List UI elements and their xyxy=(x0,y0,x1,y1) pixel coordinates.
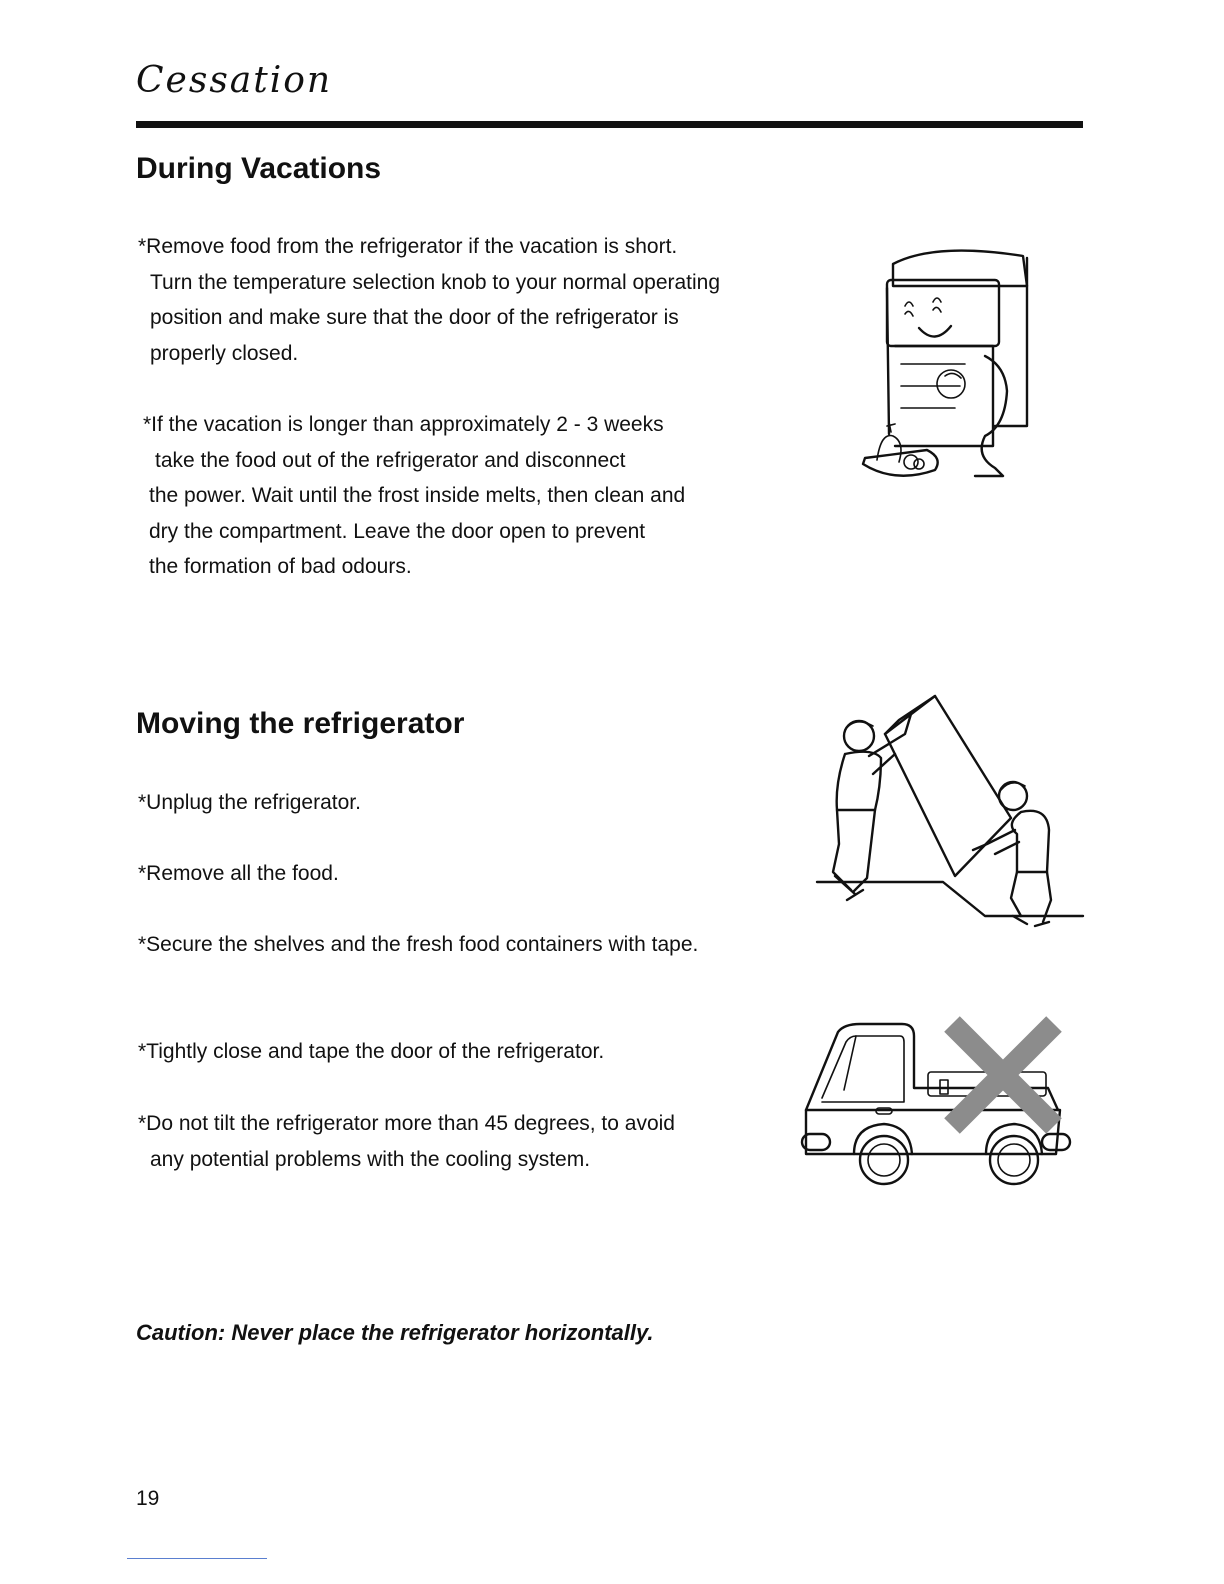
text-line: the power. Wait until the frost inside melts, then clean and xyxy=(149,484,686,507)
smiling-fridge-illustration xyxy=(855,236,1035,498)
truck-not-allowed-illustration xyxy=(800,1014,1075,1189)
page-number: 19 xyxy=(136,1487,160,1510)
text-line: the formation of bad odours. xyxy=(149,555,412,578)
moving-step-remove-food: *Remove all the food. xyxy=(138,862,339,885)
vacation-short-paragraph xyxy=(138,229,720,371)
text-line: *Do not tilt the refrigerator more than 45 degrees, to avoid xyxy=(138,1112,675,1135)
section-heading-moving: Moving the refrigerator xyxy=(136,707,465,740)
moving-step-secure-shelves: *Secure the shelves and the fresh food containers with tape. xyxy=(138,933,699,956)
text-line: dry the compartment. Leave the door open to prevent xyxy=(149,519,646,543)
caution-note: Caution: Never place the refrigerator horizontally. xyxy=(136,1320,654,1345)
text-line: *If the vacation is longer than approximately 2 - 3 weeks xyxy=(143,413,664,436)
text-line: Turn the temperature selection knob to your normal operating xyxy=(150,270,721,294)
moving-tilt-warning xyxy=(138,1106,675,1177)
two-men-moving-fridge-illustration xyxy=(815,694,1085,944)
text-line: *Remove food from the refrigerator if the vacation is short. xyxy=(138,235,678,258)
text-line: any potential problems with the cooling system. xyxy=(150,1147,591,1171)
text-line: properly closed. xyxy=(150,341,299,365)
text-line: position and make sure that the door of the refrigerator is xyxy=(150,306,679,329)
header-rule xyxy=(136,121,1083,128)
section-heading-vacations: During Vacations xyxy=(136,152,382,185)
text-line: take the food out of the refrigerator and disconnect xyxy=(155,448,626,472)
chapter-title: Cessation xyxy=(136,60,333,101)
moving-step-unplug: *Unplug the refrigerator. xyxy=(138,791,361,814)
footer-line xyxy=(127,1558,267,1559)
vacation-long-paragraph xyxy=(143,407,685,585)
moving-step-tape-door: *Tightly close and tape the door of the refrigerator. xyxy=(138,1040,605,1063)
